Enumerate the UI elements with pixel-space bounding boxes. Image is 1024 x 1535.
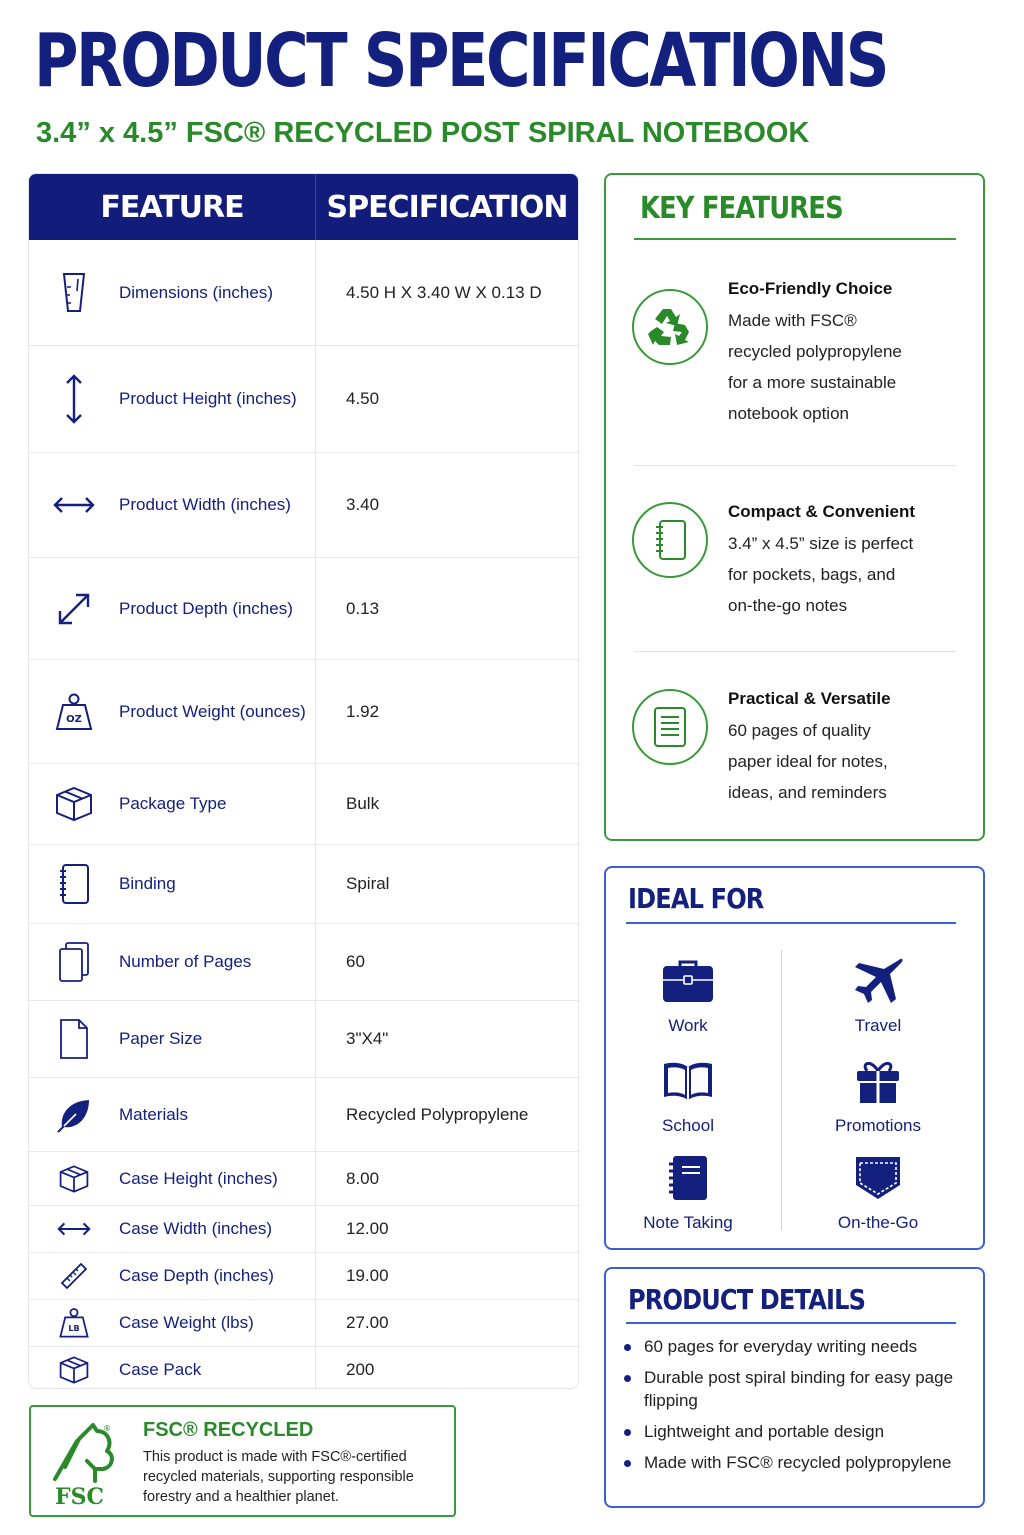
- fsc-title: FSC® RECYCLED: [143, 1419, 314, 1441]
- spec-table: [28, 173, 579, 1389]
- svg-text:LB: LB: [68, 1324, 80, 1333]
- divider: [634, 238, 956, 240]
- page-title: PRODUCT SPECIFICATIONS: [34, 18, 887, 104]
- table-row: [29, 845, 578, 924]
- ideal-for-label: Work: [668, 1016, 708, 1035]
- lb-weight-icon: [29, 1307, 119, 1339]
- ideal-for-item-travel: [798, 952, 958, 1036]
- spec-value: 27.00: [346, 1313, 389, 1332]
- table-row: [29, 1206, 578, 1253]
- spec-value: 8.00: [346, 1168, 380, 1188]
- feature-label: Product Height (inches): [119, 389, 297, 408]
- box-icon: [29, 1355, 119, 1385]
- feature-label: Case Depth (inches): [119, 1266, 274, 1285]
- feature-label: Product Weight (ounces): [119, 701, 306, 721]
- airplane-icon: [798, 952, 958, 1010]
- ideal-for-label: Note Taking: [643, 1213, 733, 1232]
- briefcase-icon: [608, 952, 768, 1010]
- table-row: [29, 1347, 578, 1389]
- feature-label: Case Weight (lbs): [119, 1313, 254, 1332]
- ideal-for-panel: [604, 866, 985, 1250]
- product-details-title: PRODUCT DETAILS: [628, 1283, 866, 1316]
- list-item: 60 pages for everyday writing needs: [644, 1335, 964, 1358]
- horizontal-arrow-icon: [29, 495, 119, 515]
- ideal-for-item-work: [608, 952, 768, 1036]
- ideal-for-label: School: [662, 1116, 714, 1135]
- paper-icon: [29, 1018, 119, 1060]
- table-row: [29, 764, 578, 845]
- pocket-icon: [798, 1149, 958, 1207]
- leaf-icon: [29, 1097, 119, 1133]
- spec-value: 0.13: [346, 598, 380, 618]
- feature-label: Dimensions (inches): [119, 282, 273, 302]
- key-feature-title: Practical & Versatile: [728, 689, 891, 708]
- table-row: [29, 1300, 578, 1347]
- box-icon: [29, 785, 119, 823]
- table-row: [29, 660, 578, 764]
- key-feature-description: 60 pages of quality paper ideal for notes, ideas, and reminders: [728, 721, 888, 802]
- feature-label: Case Pack: [119, 1359, 202, 1379]
- table-row: [29, 1152, 578, 1206]
- list-item: Lightweight and portable design: [644, 1420, 964, 1443]
- key-feature-description: Made with FSC® recycled polypropylene for a more sustainable notebook option: [728, 311, 902, 423]
- spec-value: Spiral: [346, 874, 390, 893]
- key-feature-description: 3.4” x 4.5” size is perfect for pockets, bags, and on-the-go notes: [728, 534, 914, 615]
- ruler-icon: [29, 1261, 119, 1291]
- feature-label: Product Depth (inches): [119, 598, 293, 618]
- spiral-notebook-icon: [29, 863, 119, 905]
- spec-value: 1.92: [346, 701, 380, 721]
- ideal-for-item-promotions: [798, 1052, 958, 1136]
- svg-text:FSC: FSC: [55, 1484, 105, 1509]
- ideal-for-title: IDEAL FOR: [628, 882, 764, 915]
- fsc-logo: [47, 1419, 137, 1509]
- feature-label: Binding: [119, 874, 176, 893]
- spec-value: 4.50 H X 3.40 W X 0.13 D: [346, 282, 542, 302]
- divider: [634, 651, 956, 652]
- horizontal-arrow-icon: [29, 1221, 119, 1237]
- key-feature-title: Compact & Convenient: [728, 502, 916, 521]
- ideal-for-label: Promotions: [835, 1116, 921, 1135]
- ideal-for-item-note-taking: [608, 1149, 768, 1233]
- product-details-list: [644, 1335, 964, 1482]
- svg-text:®: ®: [103, 1424, 111, 1433]
- key-features-panel: [604, 173, 985, 841]
- table-row: [29, 1253, 578, 1300]
- spec-table-header: [29, 174, 578, 240]
- table-row: [29, 924, 578, 1001]
- specification-column-header: SPECIFICATION: [326, 189, 568, 225]
- ideal-for-item-on-the-go: [798, 1149, 958, 1233]
- feature-label: Package Type: [119, 794, 227, 813]
- feature-label: Case Width (inches): [119, 1219, 273, 1238]
- key-feature-title: Eco-Friendly Choice: [728, 279, 893, 298]
- fsc-description: This product is made with FSC®-certified recycled materials, supporting responsible forestry and a healthier planet.: [143, 1449, 414, 1505]
- page-subtitle: 3.4” x 4.5” FSC® RECYCLED POST SPIRAL NOTEBOOK: [36, 117, 810, 149]
- list-item: Made with FSC® recycled polypropylene: [644, 1451, 964, 1474]
- spec-value: 3"X4": [346, 1029, 389, 1048]
- key-features-title: KEY FEATURES: [640, 191, 843, 226]
- fsc-recycled-box: [29, 1405, 456, 1517]
- box-icon: [29, 1164, 119, 1194]
- table-row: [29, 558, 578, 660]
- spec-value: 4.50: [346, 389, 380, 408]
- table-row: [29, 1078, 578, 1152]
- spiral-notebook-icon: [608, 1149, 768, 1207]
- recycle-icon: [632, 289, 708, 365]
- spec-value: 12.00: [346, 1219, 389, 1238]
- list-item: Durable post spiral binding for easy page flipping: [644, 1366, 964, 1412]
- feature-label: Paper Size: [119, 1029, 203, 1048]
- divider: [626, 922, 956, 924]
- document-icon: [632, 689, 708, 765]
- table-row: [29, 1001, 578, 1078]
- feature-label: Materials: [119, 1104, 188, 1124]
- spec-value: 200: [346, 1359, 375, 1379]
- ideal-for-label: Travel: [854, 1016, 902, 1035]
- spec-value: 60: [346, 952, 365, 971]
- notebook-icon: [632, 502, 708, 578]
- gift-icon: [798, 1052, 958, 1110]
- feature-column-header: FEATURE: [29, 174, 316, 240]
- diagonal-arrow-icon: [29, 591, 119, 627]
- feature-label: Product Width (inches): [119, 495, 291, 514]
- vertical-arrow-icon: [29, 373, 119, 425]
- spec-value: 19.00: [346, 1266, 389, 1285]
- spec-value: 3.40: [346, 495, 380, 514]
- cup-icon: [29, 271, 119, 315]
- spec-value: Recycled Polypropylene: [346, 1104, 529, 1124]
- table-row: [29, 453, 578, 558]
- pages-icon: [29, 941, 119, 983]
- divider: [634, 465, 956, 466]
- table-row: [29, 240, 578, 346]
- spec-value: Bulk: [346, 794, 380, 813]
- divider: [781, 950, 782, 1230]
- feature-label: Number of Pages: [119, 952, 252, 971]
- divider: [626, 1322, 956, 1324]
- table-row: [29, 346, 578, 453]
- ideal-for-item-school: [608, 1052, 768, 1136]
- ideal-for-label: On-the-Go: [837, 1213, 919, 1232]
- oz-weight-icon: [29, 692, 119, 732]
- svg-text:OZ: OZ: [66, 713, 82, 725]
- product-details-panel: [604, 1267, 985, 1508]
- book-icon: [608, 1052, 768, 1110]
- feature-label: Case Height (inches): [119, 1168, 278, 1188]
